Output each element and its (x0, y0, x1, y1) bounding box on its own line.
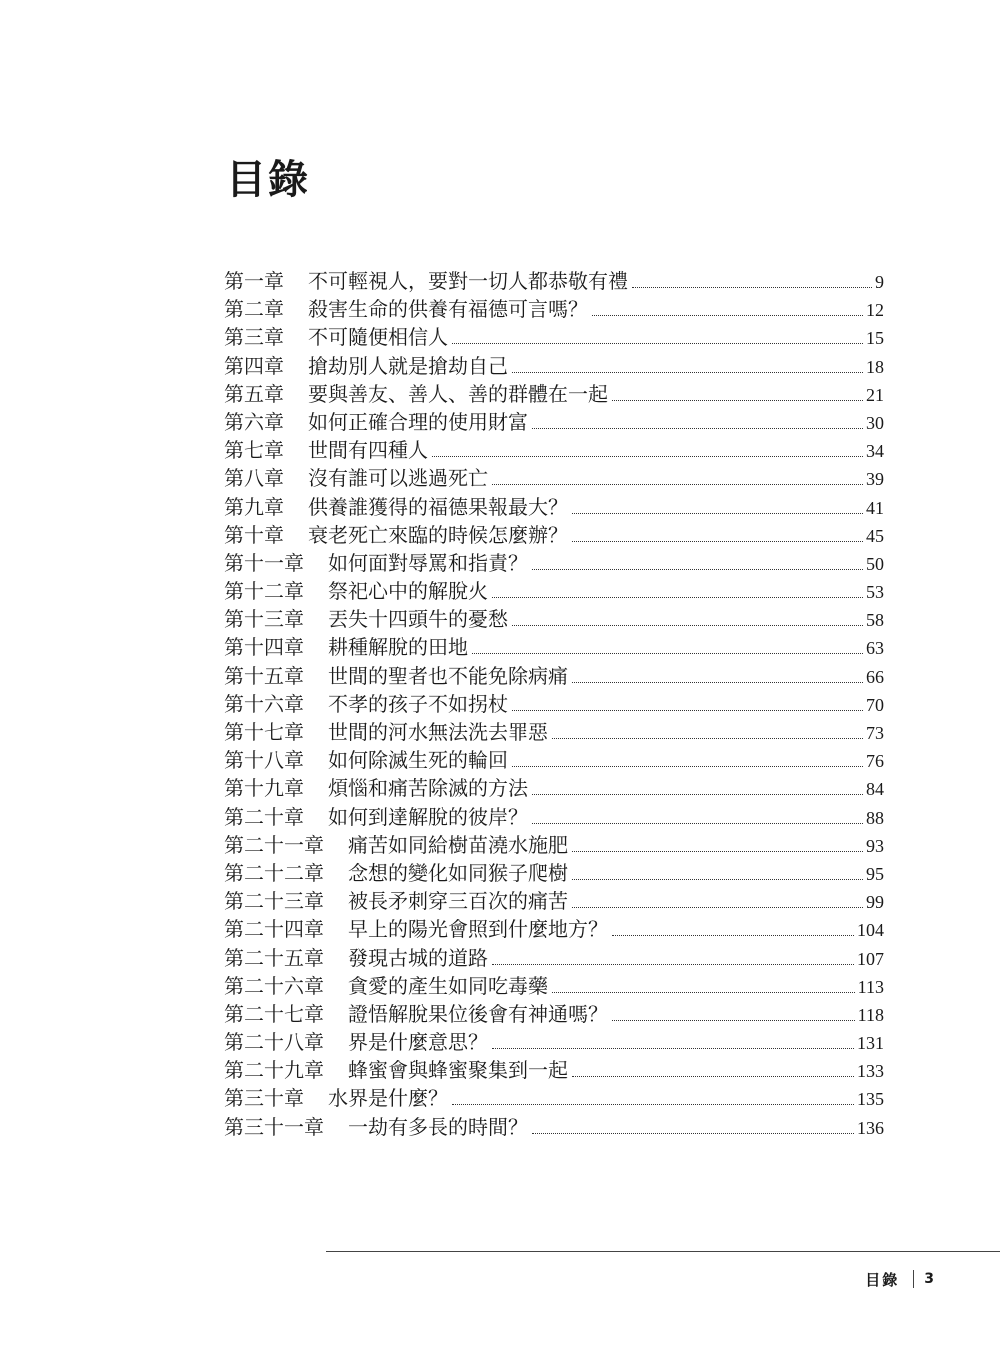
toc-page-number: 9 (875, 272, 884, 292)
toc-page-number: 21 (866, 384, 884, 405)
toc-page-number: 133 (857, 1061, 884, 1082)
toc-chapter-title: 要與善友、善人、善的群體在一起 (308, 381, 608, 406)
toc-page-number: 88 (866, 807, 884, 828)
toc-dot-leader (612, 1020, 855, 1021)
toc-dot-leader (632, 287, 872, 288)
toc-chapter-title: 不孝的孩子不如拐杖 (328, 691, 508, 716)
toc-chapter-number: 第十三章 (224, 607, 304, 632)
toc-chapter-number: 第二十章 (224, 804, 304, 829)
toc-entry (224, 521, 884, 549)
toc-chapter-title: 供養誰獲得的福德果報最大？ (308, 494, 568, 519)
toc-entry (224, 1113, 884, 1141)
toc-page-number: 93 (866, 835, 884, 856)
toc-chapter-number: 第三十一章 (224, 1114, 324, 1139)
toc-chapter-title: 界是什麼意思？ (348, 1030, 488, 1055)
toc-entry (224, 774, 884, 802)
toc-page-number: 70 (866, 694, 884, 715)
toc-page-number: 73 (866, 723, 884, 743)
toc-chapter-number: 第二十八章 (224, 1030, 324, 1055)
toc-entry (224, 887, 884, 915)
toc-dot-leader (492, 1048, 854, 1049)
toc-chapter-number: 第二十四章 (224, 917, 324, 942)
toc-chapter-title: 證悟解脫果位後會有神通嗎？ (348, 1001, 608, 1026)
toc-chapter-number: 第三十章 (224, 1086, 304, 1111)
toc-entry (224, 605, 884, 633)
toc-chapter-title: 祭祀心中的解脫火 (328, 579, 488, 604)
toc-chapter-number: 第五章 (224, 381, 284, 406)
toc-chapter-number: 第十六章 (224, 691, 304, 716)
toc-chapter-number: 第三章 (224, 325, 284, 350)
footer-section-label: 目錄 (865, 1270, 900, 1289)
footer-divider (326, 1251, 1000, 1252)
toc-entry (224, 295, 884, 323)
toc-chapter-number: 第二十三章 (224, 889, 324, 914)
toc-chapter-title: 貪愛的產生如同吃毒藥 (348, 973, 548, 998)
toc-dot-leader (532, 428, 863, 429)
toc-chapter-title: 痛苦如同給樹苗澆水施肥 (348, 832, 568, 857)
toc-chapter-number: 第九章 (224, 494, 284, 519)
toc-entry (224, 915, 884, 943)
toc-chapter-title: 早上的陽光會照到什麼地方？ (348, 917, 608, 942)
toc-chapter-title: 丟失十四頭牛的憂愁 (328, 607, 508, 632)
toc-entry (224, 633, 884, 661)
toc-chapter-title: 蜂蜜會與蜂蜜聚集到一起 (348, 1058, 568, 1083)
toc-dot-leader (432, 456, 863, 457)
toc-chapter-number: 第十五章 (224, 663, 304, 688)
toc-entry (224, 577, 884, 605)
toc-chapter-number: 第二十九章 (224, 1058, 324, 1083)
toc-chapter-title: 煩惱和痛苦除滅的方法 (328, 776, 528, 801)
footer-separator (913, 1270, 914, 1288)
toc-entry (224, 803, 884, 831)
toc-dot-leader (512, 710, 863, 711)
toc-chapter-title: 如何面對辱罵和指責？ (328, 550, 528, 575)
toc-chapter-number: 第二十五章 (224, 945, 324, 970)
toc-dot-leader (492, 964, 854, 965)
toc-page-number: 107 (857, 948, 884, 969)
toc-page-number: 15 (866, 328, 884, 349)
toc-chapter-title: 世間的河水無法洗去罪惡 (328, 720, 548, 744)
toc-chapter-number: 第十一章 (224, 550, 304, 575)
toc-dot-leader (572, 851, 863, 852)
toc-dot-leader (552, 992, 855, 993)
toc-chapter-number: 第十章 (224, 522, 284, 547)
toc-dot-leader (452, 1104, 854, 1105)
toc-entry (224, 944, 884, 972)
toc-page-number: 45 (866, 525, 884, 546)
toc-chapter-title: 水界是什麼？ (328, 1086, 448, 1111)
toc-entry (224, 1056, 884, 1084)
toc-entry (224, 690, 884, 718)
toc-chapter-title: 一劫有多長的時間？ (348, 1114, 528, 1139)
toc-page-number: 53 (866, 582, 884, 603)
toc-dot-leader (512, 766, 863, 767)
toc-chapter-title: 如何正確合理的使用財富 (308, 409, 528, 434)
toc-entry (224, 1084, 884, 1112)
toc-chapter-number: 第十四章 (224, 635, 304, 660)
toc-page-number: 66 (866, 666, 884, 687)
toc-dot-leader (472, 653, 863, 654)
toc-chapter-title: 世間的聖者也不能免除病痛 (328, 663, 568, 688)
toc-chapter-number: 第七章 (224, 438, 284, 463)
toc-chapter-title: 被長矛刺穿三百次的痛苦 (348, 889, 568, 914)
toc-chapter-title: 耕種解脫的田地 (328, 635, 468, 660)
toc-chapter-number: 第一章 (224, 269, 284, 293)
toc-entry (224, 746, 884, 774)
toc-page-number: 34 (866, 441, 884, 462)
toc-chapter-title: 世間有四種人 (308, 438, 428, 463)
toc-chapter-number: 第十七章 (224, 720, 304, 744)
toc-page-number: 39 (866, 469, 884, 490)
toc-entry (224, 267, 884, 295)
toc-chapter-number: 第二十二章 (224, 860, 324, 885)
toc-chapter-title: 如何除滅生死的輪回 (328, 748, 508, 773)
toc-chapter-number: 第四章 (224, 353, 284, 378)
toc-page-number: 99 (866, 892, 884, 913)
toc-page-number: 95 (866, 863, 884, 884)
toc-chapter-number: 第二十七章 (224, 1001, 324, 1026)
toc-page-number: 113 (857, 976, 884, 997)
toc-dot-leader (532, 569, 863, 570)
table-of-contents (224, 267, 884, 1141)
toc-entry (224, 408, 884, 436)
toc-page-number: 30 (866, 412, 884, 433)
toc-dot-leader (572, 682, 863, 683)
toc-dot-leader (532, 794, 863, 795)
toc-entry (224, 718, 884, 746)
toc-entry (224, 1000, 884, 1028)
toc-chapter-title: 如何到達解脫的彼岸？ (328, 804, 528, 829)
toc-dot-leader (492, 597, 863, 598)
toc-chapter-number: 第二十一章 (224, 832, 324, 857)
toc-entry (224, 972, 884, 1000)
toc-entry (224, 1028, 884, 1056)
toc-chapter-number: 第二十六章 (224, 973, 324, 998)
toc-page-number: 136 (857, 1117, 884, 1138)
toc-page-number: 104 (857, 920, 884, 941)
toc-page-number: 50 (866, 553, 884, 574)
toc-entry (224, 436, 884, 464)
toc-entry (224, 549, 884, 577)
toc-page-number: 118 (857, 1004, 884, 1025)
toc-chapter-title: 發現古城的道路 (348, 945, 488, 970)
toc-entry (224, 493, 884, 521)
toc-dot-leader (572, 513, 863, 514)
toc-dot-leader (532, 1133, 854, 1134)
page-footer (865, 1268, 934, 1290)
toc-entry (224, 352, 884, 380)
toc-dot-leader (572, 907, 863, 908)
toc-page-number: 12 (866, 300, 884, 321)
toc-dot-leader (572, 541, 863, 542)
toc-entry (224, 859, 884, 887)
toc-chapter-number: 第八章 (224, 466, 284, 491)
footer-page-number: 3 (924, 1271, 934, 1287)
toc-chapter-title: 殺害生命的供養有福德可言嗎？ (308, 297, 588, 322)
toc-dot-leader (452, 343, 863, 344)
toc-entry (224, 831, 884, 859)
toc-chapter-number: 第十九章 (224, 776, 304, 801)
toc-page-number: 84 (866, 779, 884, 800)
toc-chapter-title: 不可隨便相信人 (308, 325, 448, 350)
toc-chapter-number: 第二章 (224, 297, 284, 322)
toc-entry (224, 380, 884, 408)
toc-page-number: 131 (857, 1033, 884, 1054)
toc-entry (224, 464, 884, 492)
toc-page-number: 63 (866, 638, 884, 659)
toc-page-number: 135 (857, 1089, 884, 1110)
toc-dot-leader (512, 625, 863, 626)
toc-page-number: 41 (866, 497, 884, 518)
toc-dot-leader (572, 879, 863, 880)
toc-entry (224, 662, 884, 690)
page-title: 目錄 (226, 157, 310, 203)
toc-chapter-title: 不可輕視人，要對一切人都恭敬有禮 (308, 269, 628, 293)
toc-dot-leader (552, 738, 863, 739)
toc-dot-leader (592, 315, 863, 316)
toc-dot-leader (532, 823, 863, 824)
toc-chapter-title: 搶劫別人就是搶劫自己 (308, 353, 508, 378)
toc-dot-leader (572, 1076, 854, 1077)
toc-chapter-number: 第十二章 (224, 579, 304, 604)
toc-chapter-number: 第六章 (224, 409, 284, 434)
toc-chapter-title: 念想的變化如同猴子爬樹 (348, 860, 568, 885)
toc-chapter-title: 沒有誰可以逃過死亡 (308, 466, 488, 491)
toc-page-number: 58 (866, 610, 884, 631)
toc-dot-leader (512, 372, 863, 373)
toc-entry (224, 323, 884, 351)
toc-dot-leader (612, 400, 863, 401)
toc-dot-leader (492, 484, 863, 485)
toc-page-number: 18 (866, 356, 884, 377)
toc-chapter-number: 第十八章 (224, 748, 304, 773)
toc-chapter-title: 衰老死亡來臨的時候怎麼辦？ (308, 522, 568, 547)
toc-dot-leader (612, 935, 854, 936)
toc-page-number: 76 (866, 751, 884, 772)
